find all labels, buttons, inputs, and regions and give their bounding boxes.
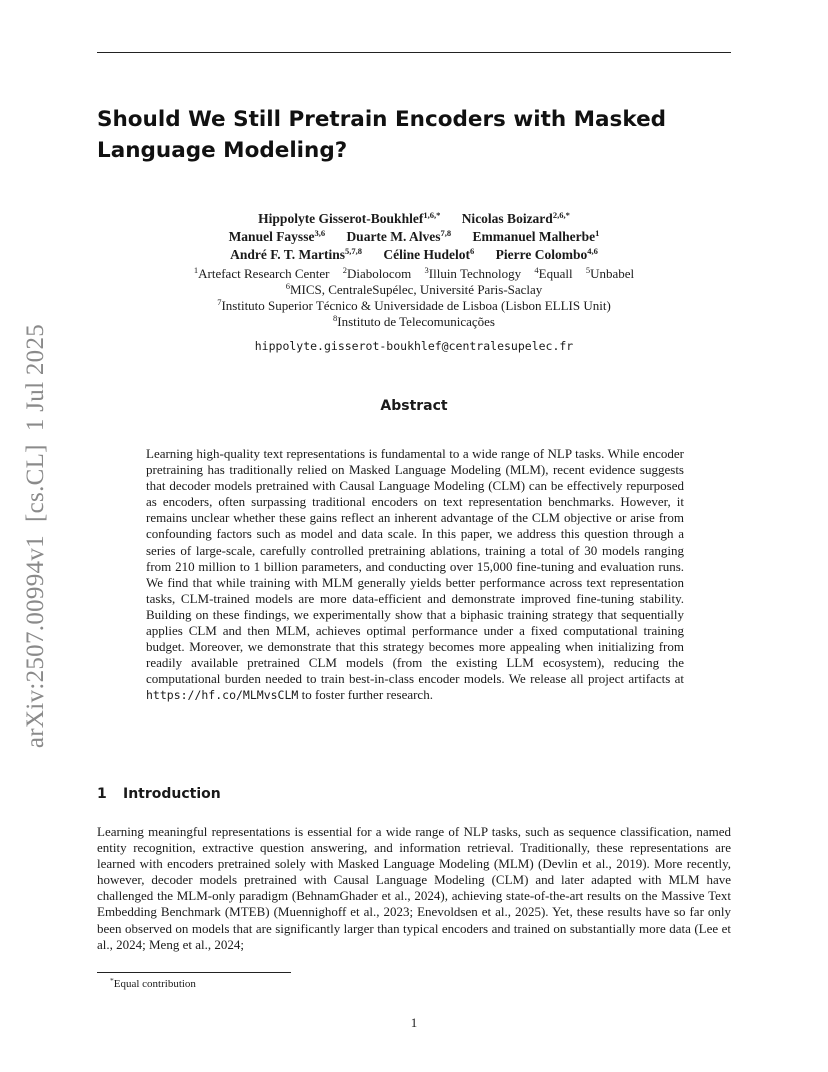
author-name: André F. T. Martins [230, 247, 346, 262]
affiliation-marker: 4 [534, 265, 539, 275]
author-name: Céline Hudelot [383, 247, 471, 262]
affiliation-marker: 3 [424, 265, 429, 275]
author-affiliation-marker: 3,6 [314, 228, 326, 238]
affiliation-row-1 [97, 266, 731, 282]
introduction-body: Learning meaningful representations is essential for a wide range of NLP tasks, such as sequence classification, named entity recognition, extractive question answering, and information retrieval. Traditionally, these representations are learned with encoders pretrained solely with Masked Language Modeling (MLM) (Devlin et al., 2019). More recently, however, decoder models pretrained with Causal Language Modeling (CLM) and later adapted with MLM have challenged the MLM-only paradigm (BehnamGhader et al., 2024), achieving state-of-the-art results on the Massive Text Embedding Benchmark (MTEB) (Muennighoff et al., 2023; Enevoldsen et al., 2025). Yet, these results have so far only been observed on models that are significantly larger than typical encoders and trained on substantially more data (Lee et al., 2024; Meng et al., 2024; [97, 824, 731, 952]
arxiv-stamp: arXiv:2507.00994v1 [cs.CL] 1 Jul 2025 [22, 323, 49, 749]
affiliation-marker: 5 [585, 265, 591, 275]
affiliation-row-2 [97, 282, 731, 298]
footnote-text: Equal contribution [113, 978, 196, 990]
affiliation-name: Unbabel [590, 266, 635, 281]
author-row-3 [97, 246, 731, 264]
affiliation-marker: 7 [217, 297, 222, 307]
contact-email[interactable]: hippolyte.gisserot-boukhlef@centralesupelec.fr [254, 339, 574, 353]
footnote [110, 977, 196, 991]
author-name: Duarte M. Alves [346, 229, 441, 244]
affiliation-marker: 6 [285, 281, 290, 291]
affiliation-name: Artefact Research Center [198, 266, 330, 281]
page-number: 1 [410, 1015, 418, 1030]
abstract-body [146, 446, 684, 704]
author-affiliation-marker: 7,8 [440, 228, 452, 238]
author-affiliation-marker: 1,6,* [423, 210, 441, 220]
affiliation-name: Equall [538, 266, 573, 281]
author-name: Hippolyte Gisserot-Boukhlef [258, 211, 424, 226]
section-number: 1 [97, 786, 107, 802]
author-name: Nicolas Boizard [461, 211, 553, 226]
author-affiliation-marker: 2,6,* [552, 210, 570, 220]
author-affiliation-marker: 4,6 [587, 246, 598, 256]
author-name: Emmanuel Malherbe [472, 229, 596, 244]
header-rule [97, 52, 731, 53]
paper-title: Should We Still Pretrain Encoders with Masked Language Modeling? [97, 107, 667, 163]
affiliation-row-4 [97, 314, 731, 330]
affiliation-name: Diabolocom [347, 266, 412, 281]
section-heading [97, 784, 221, 804]
affiliation-marker: 8 [333, 313, 338, 323]
author-affiliation-marker: 6 [470, 246, 475, 256]
author-affiliation-marker: 5,7,8 [345, 246, 363, 256]
affiliation-name: Instituto de Telecomunicações [337, 314, 495, 329]
affiliation-marker: 2 [342, 265, 347, 275]
affiliation-name: MICS, CentraleSupélec, Université Paris-Saclay [289, 282, 543, 297]
author-list [97, 210, 731, 264]
affiliation-name: Illuin Technology [428, 266, 522, 281]
artifacts-link[interactable]: https://hf.co/MLMvsCLM [146, 688, 299, 703]
footnote-marker: * [110, 976, 114, 985]
author-name: Pierre Colombo [495, 247, 588, 262]
affiliation-row-3 [97, 298, 731, 314]
affiliation-marker: 1 [193, 265, 199, 275]
author-row-1 [97, 210, 731, 228]
affiliation-list [97, 266, 731, 330]
abstract-text: Learning high-quality text representations is fundamental to a wide range of NLP tasks. While encoder pretraining has traditionally relied on Masked Language Modeling (MLM), recent evidence suggests that decoder models pretrained with Causal Language Modeling (CLM) can be effectively repurposed as encoders, often surpassing traditional encoders on text representation benchmarks. However, it remains unclear whether these gains reflect an inherent advantage of the CLM objective or arise from confounding factors such as model and data scale. In this paper, we address this question through a series of large-scale, carefully controlled pretraining ablations, training a total of 30 models ranging from 210 million to 1 billion parameters, and conducting over 15,000 fine-tuning and evaluation runs. We find that while training with MLM generally yields better performance across text representation tasks, CLM-trained models are more data-efficient and demonstrate improved fine-tuning stability. Building on these findings, we experimentally show that a biphasic training strategy that sequentially applies CLM and then MLM, achieves optimal performance under a fixed computational training budget. Moreover, we demonstrate that this strategy becomes more appealing when initializing from readily available pretrained CLM models (from the existing LLM ecosystem), reducing the computational burden needed to train best-in-class encoder models. We release all project artifacts at [146, 446, 684, 687]
abstract-text-end: to foster further research. [301, 687, 433, 703]
author-row-2 [97, 228, 731, 246]
abstract-heading: Abstract [380, 398, 448, 414]
author-affiliation-marker: 1 [595, 228, 600, 238]
section-title: Introduction [123, 786, 221, 802]
affiliation-name: Instituto Superior Técnico & Universidade de Lisboa (Lisbon ELLIS Unit) [221, 298, 611, 313]
author-name: Manuel Faysse [228, 229, 315, 244]
footnote-rule [97, 972, 291, 973]
